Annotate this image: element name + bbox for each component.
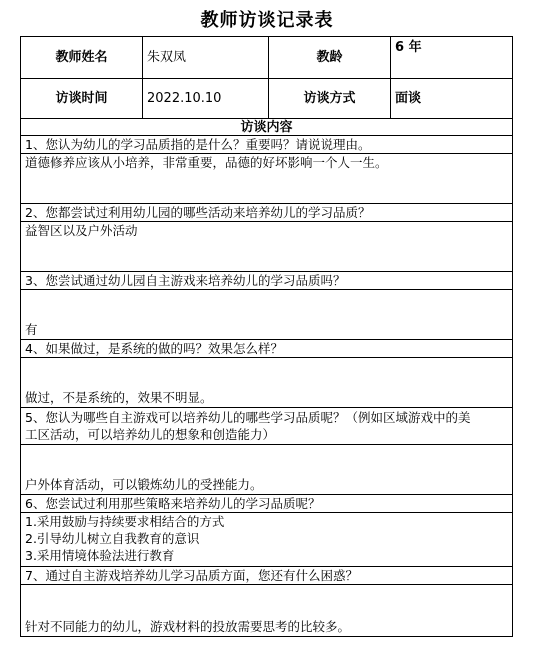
teacher-info-row <box>21 37 513 79</box>
answer-row <box>21 222 513 272</box>
teacher-name-value: 朱双凤 <box>143 37 269 79</box>
strategy-item: 3.采用情境体验法进行教育 <box>25 548 175 563</box>
question-row <box>21 272 513 290</box>
answer-text: 户外体育活动，可以锻炼幼儿的受挫能力。 <box>21 445 513 495</box>
question-row <box>21 204 513 222</box>
interview-method-label: 访谈方式 <box>269 79 391 119</box>
question-row <box>21 408 513 445</box>
answer-row <box>21 445 513 495</box>
answer-text: 道德修养应该从小培养，非常重要，品德的好坏影响一个人一生。 <box>21 154 513 204</box>
question-text: 3、您尝试通过幼儿园自主游戏来培养幼儿的学习品质吗？ <box>21 272 513 290</box>
answer-row <box>21 154 513 204</box>
answer-text: 做过，不是系统的，效果不明显。 <box>21 358 513 408</box>
strategy-item: 2.引导幼儿树立自我教育的意识 <box>25 531 200 546</box>
answer-text: 益智区以及户外活动 <box>21 222 513 272</box>
answer-text: 针对不同能力的幼儿，游戏材料的投放需要思考的比较多。 <box>21 585 513 637</box>
answer-row <box>21 585 513 637</box>
question-text: 1、您认为幼儿的学习品质指的是什么？重要吗？请说说理由。 <box>21 136 513 154</box>
teaching-years-value: 6 年 <box>391 37 513 79</box>
interview-info-row <box>21 79 513 119</box>
section-title: 访谈内容 <box>21 119 513 136</box>
interview-time-label: 访谈时间 <box>21 79 143 119</box>
teaching-years-label: 教龄 <box>269 37 391 79</box>
answer-text: 有 <box>21 290 513 340</box>
interview-record-table <box>20 36 513 637</box>
question-text: 4、如果做过，是系统的做的吗？效果怎么样？ <box>21 340 513 358</box>
teacher-name-label: 教师姓名 <box>21 37 143 79</box>
answer-row <box>21 290 513 340</box>
question-text: 5、您认为哪些自主游戏可以培养幼儿的哪些学习品质呢？（例如区域游戏中的美 <box>25 410 471 425</box>
answer-row <box>21 358 513 408</box>
question-row <box>21 340 513 358</box>
question-text: 7、通过自主游戏培养幼儿学习品质方面，您还有什么困惑？ <box>21 567 513 585</box>
question-text-continued: 工区活动，可以培养幼儿的想象和创造能力） <box>25 427 276 442</box>
section-header-row <box>21 119 513 136</box>
question-text: 6、您尝试过利用那些策略来培养幼儿的学习品质呢？ <box>21 495 513 513</box>
question-text: 2、您都尝试过利用幼儿园的哪些活动来培养幼儿的学习品质？ <box>21 204 513 222</box>
interview-method-value: 面谈 <box>391 79 513 119</box>
document-title: 教师访谈记录表 <box>200 10 334 31</box>
interview-time-value: 2022.10.10 <box>143 79 269 119</box>
question-row <box>21 567 513 585</box>
question-row <box>21 495 513 513</box>
question-row <box>21 136 513 154</box>
answer-row <box>21 513 513 567</box>
strategy-item: 1.采用鼓励与持续要求相结合的方式 <box>25 514 225 529</box>
